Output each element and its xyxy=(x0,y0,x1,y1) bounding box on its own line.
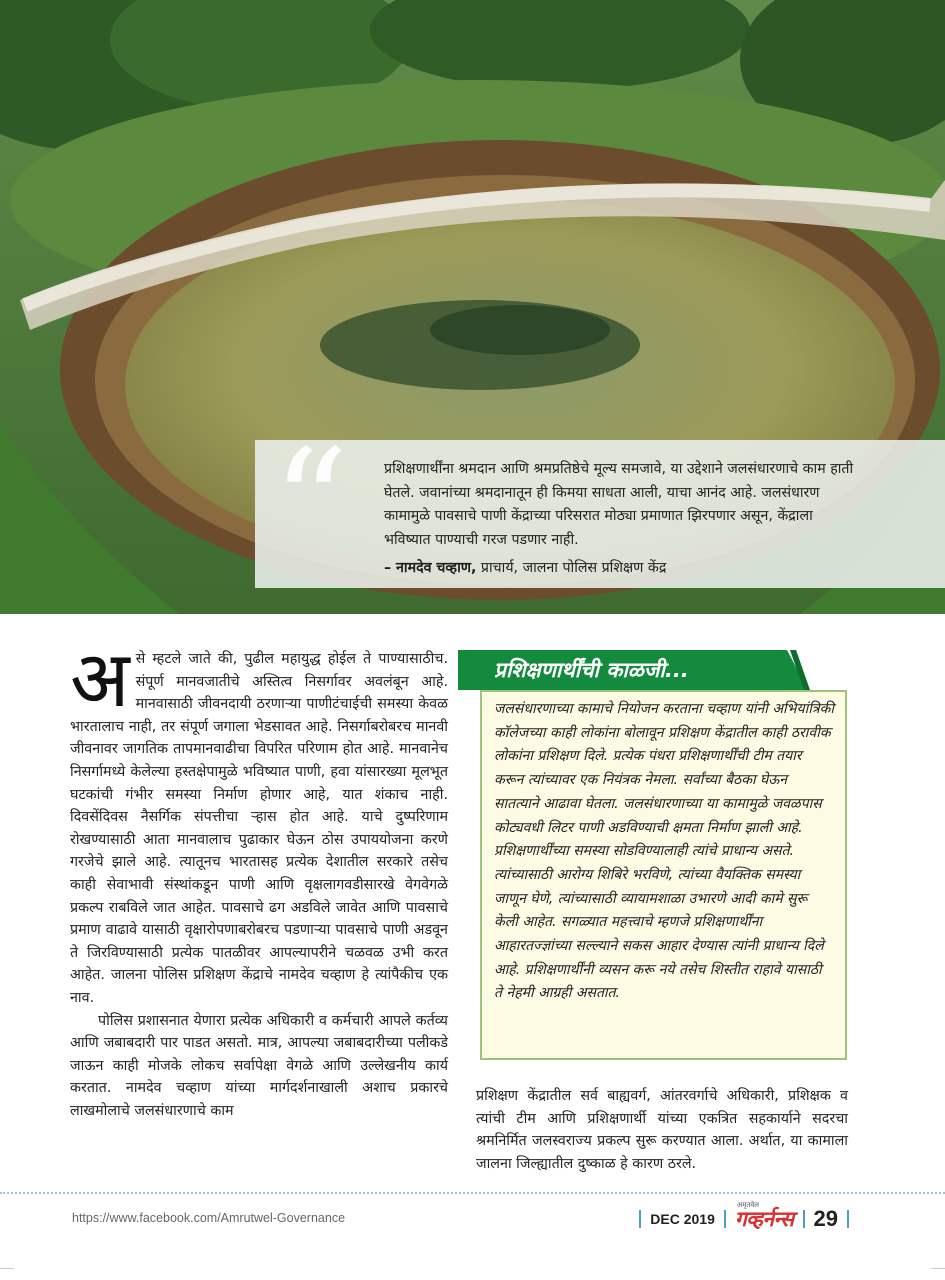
article-right-paragraph: प्रशिक्षण केंद्रातील सर्व बाह्यवर्ग, आंतरवर्गाचे अधिकारी, प्रशिक्षक व त्यांची टीम आणि प्रशिक्षणार्थी यांच्या एकत्रित सहकार्याने सदरचा श्रमनिर्मित जलस्वराज्य प्रकल्प सुरू करण्यात आला. अर्थात, या कामाला जालना जिल्ह्यातील दुष्काळ हे कारण ठरले. xyxy=(476,1088,848,1172)
footer-right xyxy=(639,1203,849,1235)
page-number: 29 xyxy=(813,1206,838,1231)
brand-logo-small: अमृतवेल xyxy=(736,1202,760,1209)
hero-photo xyxy=(0,0,945,614)
sidebar-title: प्रशिक्षणार्थींची काळजी... xyxy=(494,658,689,682)
quote-text: प्रशिक्षणार्थींना श्रमदान आणि श्रमप्रतिष्ठेचे मूल्य समजावे, या उद्देशाने जलसंधारणाचे काम हाती घेतले. जवानांच्या श्रमदानातून ही किमया साधता आली, याचा आनंद आहे. जलसंधारण कामामुळे पावसाचे पाणी केंद्राच्या परिसरात मोठ्या प्रमाणात झिरपणार असून, केंद्राला भविष्यात पाण्याची गरज पडणार नाही. xyxy=(384,461,854,548)
crop-mark xyxy=(0,1268,14,1269)
article-paragraph-2: पोलिस प्रशासनात येणारा प्रत्येक अधिकारी व कर्मचारी आपले कर्तव्य आणि जबाबदारी पार पाडत असतो. मात्र, आपल्या जबाबदारीच्या पलीकडे जाऊन काही मोजके लोकच सर्वापेक्षा वेगळे आणि उल्लेखनीय कार्य करतात. नामदेव चव्हाण यांच्या मार्गदर्शनाखाली अशाच प्रकारचे लाखमोलाचे जलसंधारणाचे काम xyxy=(70,1012,448,1119)
footer-divider xyxy=(0,1192,945,1194)
article-left-column xyxy=(70,635,448,1122)
footer-separator xyxy=(847,1210,849,1228)
drop-cap: अ xyxy=(70,635,130,725)
brand-logo xyxy=(734,1202,794,1233)
quote-author-name: – नामदेव चव्हाण, xyxy=(384,560,477,576)
brand-logo-text: गव्हर्नन्स xyxy=(734,1208,794,1231)
footer-url[interactable]: https://www.facebook.com/Amrutwel-Governance xyxy=(72,1211,346,1225)
quote-author xyxy=(384,558,904,578)
footer-separator xyxy=(803,1210,805,1228)
article-paragraph-1 xyxy=(70,635,448,1010)
quote-mark-icon: “ xyxy=(272,418,349,592)
footer-separator xyxy=(724,1210,726,1228)
quote-author-title: प्राचार्य, जालना पोलिस प्रशिक्षण केंद्र xyxy=(476,560,667,576)
sidebar-body: जलसंधारणाच्या कामाचे नियोजन करताना चव्हाण यांनी अभियांत्रिकी कॉलेजच्या काही लोकांना बोलावून प्रशिक्षण केंद्रातील काही ठरावीक लोकांना प्रशिक्षण दिले. प्रत्येक पंधरा प्रशिक्षणार्थींची टीम तयार करून त्यांच्यावर एक नियंत्रक नेमला. सर्वांच्या बैठका घेऊन सातत्याने आढावा घेतला. जलसंधारणाच्या या कामामुळे जवळपास कोट्यवधी लिटर पाणी अडविण्याची क्षमता निर्माण झाली आहे. प्रशिक्षणार्थींच्या समस्या सोडविण्यालाही त्यांचे प्राधान्य असते. त्यांच्यासाठी आरोग्य शिबिरे भरविणे, त्यांच्या वैयक्तिक समस्या जाणून घेणे, त्यांच्यासाठी व्यायामशाळा उभारणे आदी कामे सुरू केली आहेत. सगळ्यात महत्त्वाचे म्हणजे प्रशिक्षणार्थींना आहारतज्ज्ञांच्या सल्ल्याने सकस आहार देण्यास त्यांनी प्राधान्य दिले आहे. प्रशिक्षणार्थींनी व्यसन करू नये तसेच शिस्तीत राहावे यासाठी ते नेहमी आग्रही असतात. xyxy=(494,701,834,1002)
article-paragraph-1-text: से म्हटले जाते की, पुढील महायुद्ध होईल ते पाण्यासाठीच. संपूर्ण मानवजातीचे अस्तित्व निसर्गावर अवलंबून आहे. मानवासाठी जीवनदायी ठरणाऱ्या पाणीटंचाईची समस्या केवळ भारतालाच नाही, तर संपूर्ण जगाला भेडसावत आहे. निसर्गाबरोबरच मानवी जीवनावर जागतिक तापमानवाढीचा विपरित परिणाम होत आहे. मानवानेच निसर्गामध्ये केलेल्या हस्तक्षेपामुळे भविष्यात पाणी, हवा यांसारख्या मूलभूत घटकांची गंभीर समस्या निर्माण होणार आहे, यात शंकाच नाही. दिवसेंदिवस नैसर्गिक संपत्तीचा ऱ्हास होत आहे. याचे दुष्परिणाम रोखण्यासाठी आता मानवालाच पुढाकार घेऊन ठोस उपाययोजना करणे गरजेचे झाले आहे. त्यातूनच भारतासह प्रत्येक देशातील सरकारे तसेच काही सेवाभावी संस्थांकडून पाणी आणि वृक्षलागवडीसारखे वेगवेगळे प्रकल्प राबविले जात आहेत. पावसाचे ढग अडविले जावेत आणि पावसाचे प्रमाण वाढावे यासाठी वृक्षारोपणाबरोबरच पडणाऱ्या पावसाचे पाणी अडवून ते जिरविण्यासाठी प्रत्येक पातळीवर आपल्यापरीने चळवळ उभी करत आहेत. जालना पोलिस प्रशिक्षण केंद्राचे नामदेव चव्हाण हे त्यांपैकीच एक नाव. xyxy=(70,651,448,1006)
footer-separator xyxy=(639,1210,641,1228)
crop-mark xyxy=(931,1268,945,1269)
footer-date: DEC 2019 xyxy=(650,1211,715,1227)
